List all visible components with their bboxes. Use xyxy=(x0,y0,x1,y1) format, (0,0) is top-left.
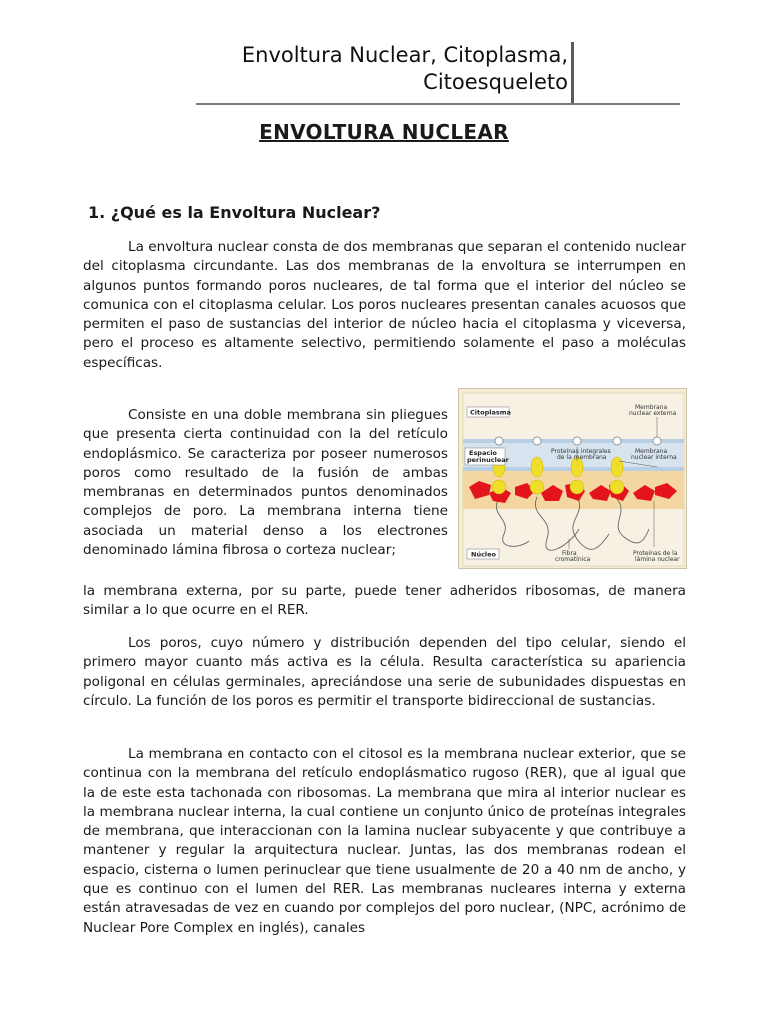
label-membrana-interna-2: nuclear interna xyxy=(631,454,677,461)
integral-protein-base-1 xyxy=(492,480,506,494)
section-heading-text: ¿Qué es la Envoltura Nuclear? xyxy=(110,203,381,222)
section-number: 1. xyxy=(88,203,106,222)
header-title-line-2: Citoesqueleto xyxy=(423,70,568,94)
integral-protein-base-2 xyxy=(530,480,544,494)
paragraph-3: Los poros, cuyo número y distribución dependen del tipo celular, siendo el primero mayor cuanto más activa es la célula. Resulta característica su apariencia poligonal en células germinales, apreciándose una serie de subunidades dispuestas en círculo. La función de los poros es permitir el transporte bidireccional de sustancias. xyxy=(83,635,686,709)
pore-circle-2 xyxy=(533,437,541,445)
label-proteinas-lamina-2: lámina nuclear xyxy=(635,556,680,563)
pore-circle-4 xyxy=(613,437,621,445)
label-espacio-2: perinuclear xyxy=(467,456,509,464)
document-header xyxy=(150,42,568,96)
label-nucleo: Núcleo xyxy=(471,550,497,559)
label-proteinas-integrales-2: de la membrana xyxy=(557,454,607,461)
header-horizontal-rule xyxy=(196,103,680,105)
header-vertical-rule xyxy=(571,42,574,104)
integral-protein-base-3 xyxy=(570,480,584,494)
nuclear-envelope-figure xyxy=(458,388,687,569)
label-espacio-1: Espacio xyxy=(469,449,497,457)
pore-circle-1 xyxy=(495,437,503,445)
label-fibra-1: Fibra xyxy=(562,550,577,557)
pore-circle-3 xyxy=(573,437,581,445)
integral-protein-base-4 xyxy=(610,480,624,494)
paragraph-2: Consiste en una doble membrana sin pliegues que presenta cierta continuidad con la del retículo endoplásmico. Se caracteriza por poseer numerosos poros como resultado de la fusión de ambas membranas en determinados puntos denominados complejos de poro. La membrana interna tiene asociada un material denso a los electrones denominado lámina fibrosa o corteza nuclear; xyxy=(83,407,448,559)
label-citoplasma: Citoplasma xyxy=(470,408,511,417)
integral-protein-4 xyxy=(611,457,623,477)
nuclear-envelope-diagram xyxy=(459,389,687,569)
label-proteinas-integrales-1: Proteínas integrales xyxy=(551,448,611,455)
label-fibra-2: cromatínica xyxy=(555,556,591,563)
integral-protein-2 xyxy=(531,457,543,477)
document-title: ENVOLTURA NUCLEAR xyxy=(259,120,509,144)
paragraph-4: La membrana en contacto con el citosol es la membrana nuclear exterior, que se continua con la membrana del retículo endoplásmatico rugoso (RER), que al igual que la de este esta tachonada con ribosomas. La membrana que mira al interior nuclear es la membrana nuclear interna, la cual contiene un conjunto único de proteínas integrales de membrana, que interaccionan con la lamina nuclear subyacente y que contribuye a mantener y regular la arquitectura nuclear. Juntas, las dos membranas rodean el espacio, cisterna o lumen perinuclear que tiene usualmente de 20 a 40 nm de ancho, y que es continuo con el lumen del RER. Las membranas nucleares interna y externa están atravesadas de vez en cuando por complejos del poro nuclear, (NPC, acrónimo de Nuclear Pore Complex en inglés), canales xyxy=(83,746,686,936)
label-proteinas-lamina-1: Proteínas de la xyxy=(633,550,678,557)
label-membrana-externa-1: Membrana xyxy=(635,404,668,411)
label-membrana-interna-1: Membrana xyxy=(635,448,668,455)
section-heading xyxy=(88,203,380,222)
paragraph-2-continued: la membrana externa, por su parte, puede tener adheridos ribosomas, de manera similar a lo que ocurre en el RER. xyxy=(83,583,686,619)
pore-circle-5 xyxy=(653,437,661,445)
paragraph-1: La envoltura nuclear consta de dos membranas que separan el contenido nuclear del citoplasma circundante. Las dos membranas de la envoltura se interrumpen en algunos puntos formando poros nucleares, de tal forma que el interior del núcleo se comunica con el citoplasma celular. Los poros nucleares presentan canales acuosos que permiten el paso de sustancias del interior de núcleo hacia el citoplasma y viceversa, pero el proceso es altamente selectivo, permitiendo solamente el paso a moléculas específicas. xyxy=(83,239,686,371)
header-title-line-1: Envoltura Nuclear, Citoplasma, xyxy=(241,43,568,67)
label-membrana-externa-2: nuclear externa xyxy=(629,410,677,417)
